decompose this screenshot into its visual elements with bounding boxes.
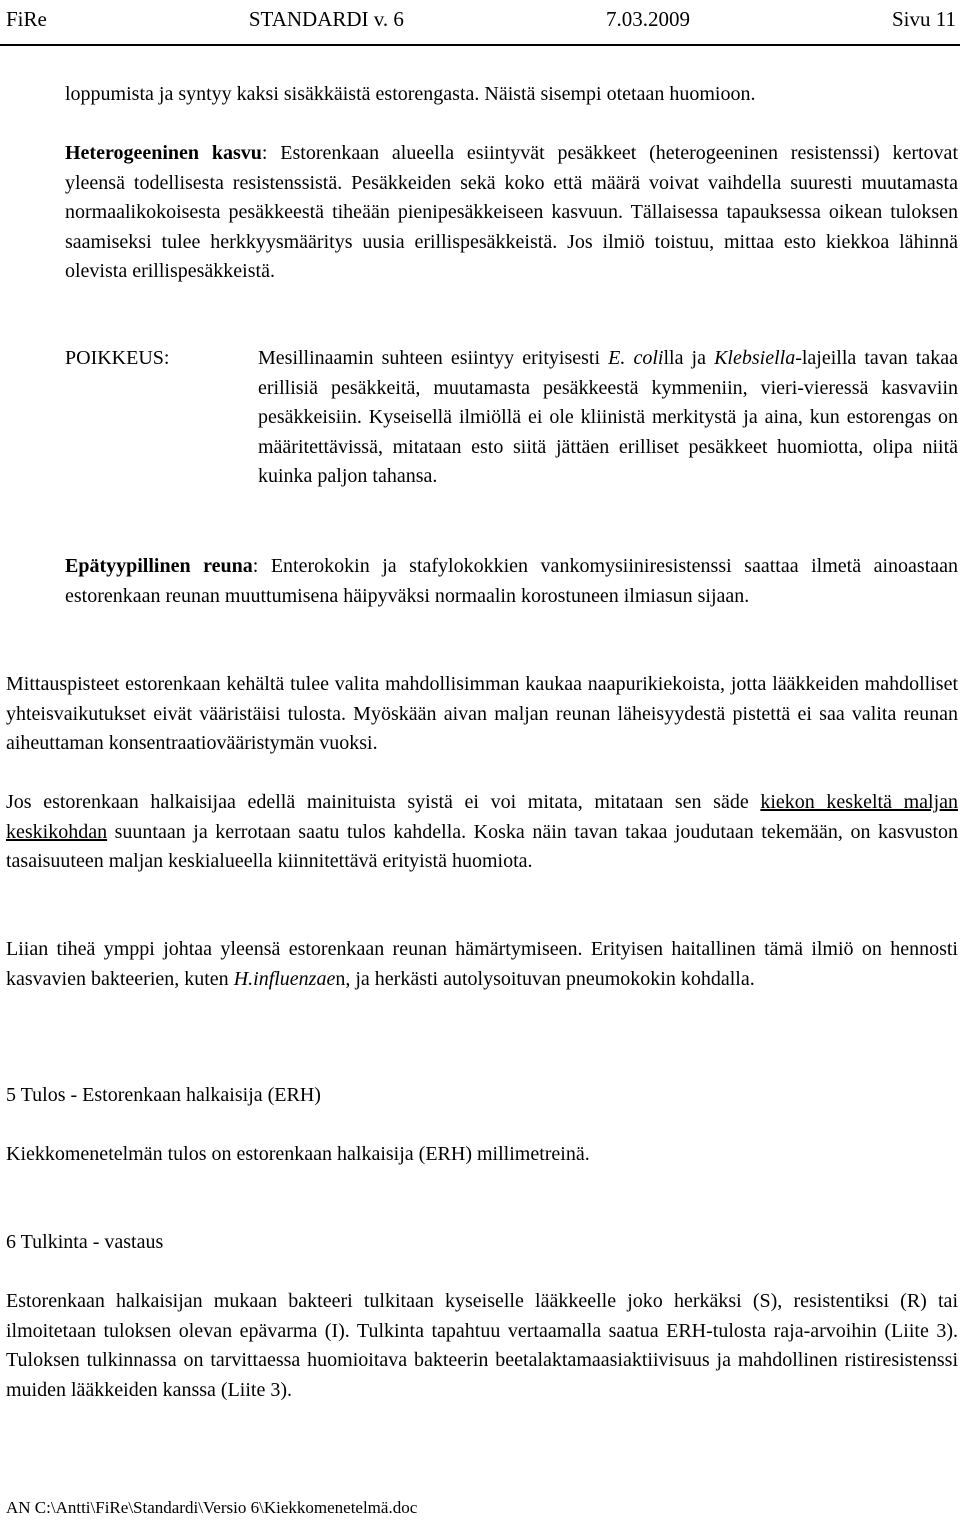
exception-label: POIKKEUS: xyxy=(65,347,170,369)
paragraph-atypical-edge xyxy=(65,552,958,611)
paragraph-text: Kiekkomenetelmän tulos on estorenkaan halkaisija (ERH) millimetreinä. xyxy=(6,1143,590,1165)
section-heading-interpretation: 6 Tulkinta - vastaus xyxy=(6,1231,164,1253)
section-heading-result: 5 Tulos - Estorenkaan halkaisija (ERH) xyxy=(6,1084,321,1106)
organism-klebsiella: Klebsiella xyxy=(714,347,796,369)
paragraph-continuation xyxy=(65,80,958,110)
term-heterogeneous-growth: Heterogeeninen kasvu xyxy=(65,142,262,164)
paragraph-text: : Estorenkaan alueella esiintyvät pesäkkeet (heterogeeninen resistenssi) kertovat yleensä todellisesta resistenssistä. Pesäkkeiden sekä koko että määrä voivat vaihdella suuresti muutamasta normaalikokoisesta pesäkkeestä tiheään pienipesäkkeiseen kasvuun. Tällaisessa tapauksessa oikean tuloksen saamiseksi tulee herkkyysmääritys uusia erillispesäkkeistä. Jos ilmiö toistuu, mittaa esto kiekkoa lähinnä olevista erillispesäkkeistä. xyxy=(65,142,958,282)
header-title: STANDARDI v. 6 xyxy=(248,6,404,31)
paragraph-text: Estorenkaan halkaisijan mukaan bakteeri tulkitaan kyseiselle lääkkeelle joko herkäksi (S), resistentiksi (R) tai ilmoitetaan tuloksen olevan epävarma (I). Tulkinta tapahtuu vertaamalla saatua ERH-tulosta raja-arvoihin (Liite 3). Tuloksen tulkinnassa on tarvittaessa huomioitava bakteerin beetalaktamaasiaktiivisuus ja mahdollinen ristiresistenssi muiden lääkkeiden kanssa (Liite 3). xyxy=(6,1290,958,1401)
paragraph-radius-measurement: Jos estorenkaan halkaisijaa edellä mainituista syistä ei voi mitata, mitataan sen säde kiekon keskeltä maljan keskikohdan suuntaan ja kerrotaan saatu tulos kahdella. Koska näin tavan takaa joudutaan tekemään, on kasvuston tasaisuuteen maljan keskialueella kiinnitettävä erityistä huomiota. xyxy=(6,791,959,872)
header-divider xyxy=(0,44,960,46)
paragraph-interpretation xyxy=(6,1287,958,1405)
header-date: 7.03.2009 xyxy=(605,6,690,31)
paragraph-measurement-points xyxy=(6,670,958,759)
paragraph-result xyxy=(6,1140,958,1170)
paragraph-heterogeneous-growth xyxy=(65,139,958,287)
paragraph-text: loppumista ja syntyy kaksi sisäkkäistä estorengasta. Näistä sisempi otetaan huomioon. xyxy=(65,83,756,105)
paragraph-text: Mittauspisteet estorenkaan kehältä tulee valita mahdollisimman kaukaa naapurikiekoista, jotta lääkkeiden mahdolliset yhteisvaikutukset eivät vääristäisi tulosta. Myöskään aivan maljan reunan läheisyydestä pistettä ei saa valita reunan aiheuttaman konsentraatiovääristymän vuoksi. xyxy=(6,673,958,754)
organism-h-influenzae: H.influenzae xyxy=(233,967,336,990)
page-header xyxy=(6,0,956,38)
term-atypical-edge: Epätyypillinen reuna xyxy=(65,555,253,577)
paragraph-dense-inoculum: Liian tiheä ymppi johtaa yleensä estorenkaan reunan hämärtymiseen. Erityisen haitallinen tämä ilmiö on hennosti kasvavien bakteerien, kuten H.influenzaen, ja herkästi autolysoituvan pneumokokin kohdalla. xyxy=(6,938,958,990)
header-org: FiRe xyxy=(6,6,47,31)
header-page-number: Sivu 11 xyxy=(891,6,956,31)
page-footer-path: AN C:\Antti\FiRe\Standardi\Versio 6\Kiekkomenetelmä.doc xyxy=(6,1498,418,1517)
underlined-phrase: kiekon keskeltä maljan keskikohdan xyxy=(6,791,959,843)
exception-text: Mesillinaamin suhteen esiintyy erityisesti E. colilla ja Klebsiella-lajeilla tavan takaa erillisiä pesäkkeitä, muutamasta pesäkkeestä kymmeniin, vieri-vieressä kasvaviin pesäkkeisiin. Kyseisellä ilmiöllä ei ole kliinistä merkitystä ja aina, kun estorengas on määritettävissä, mitataan esto siitä jättäen erilliset pesäkkeet huomiotta, olipa niitä kuinka paljon tahansa. xyxy=(258,347,958,487)
organism-e-coli: E. coli xyxy=(608,347,664,369)
paragraph-text: : Enterokokin ja stafylokokkien vankomysiiniresistenssi saattaa ilmetä ainoastaan estorenkaan reunan muuttumisena häipyväksi normaalin korostuneen ilmiasun sijaan. xyxy=(65,555,959,607)
